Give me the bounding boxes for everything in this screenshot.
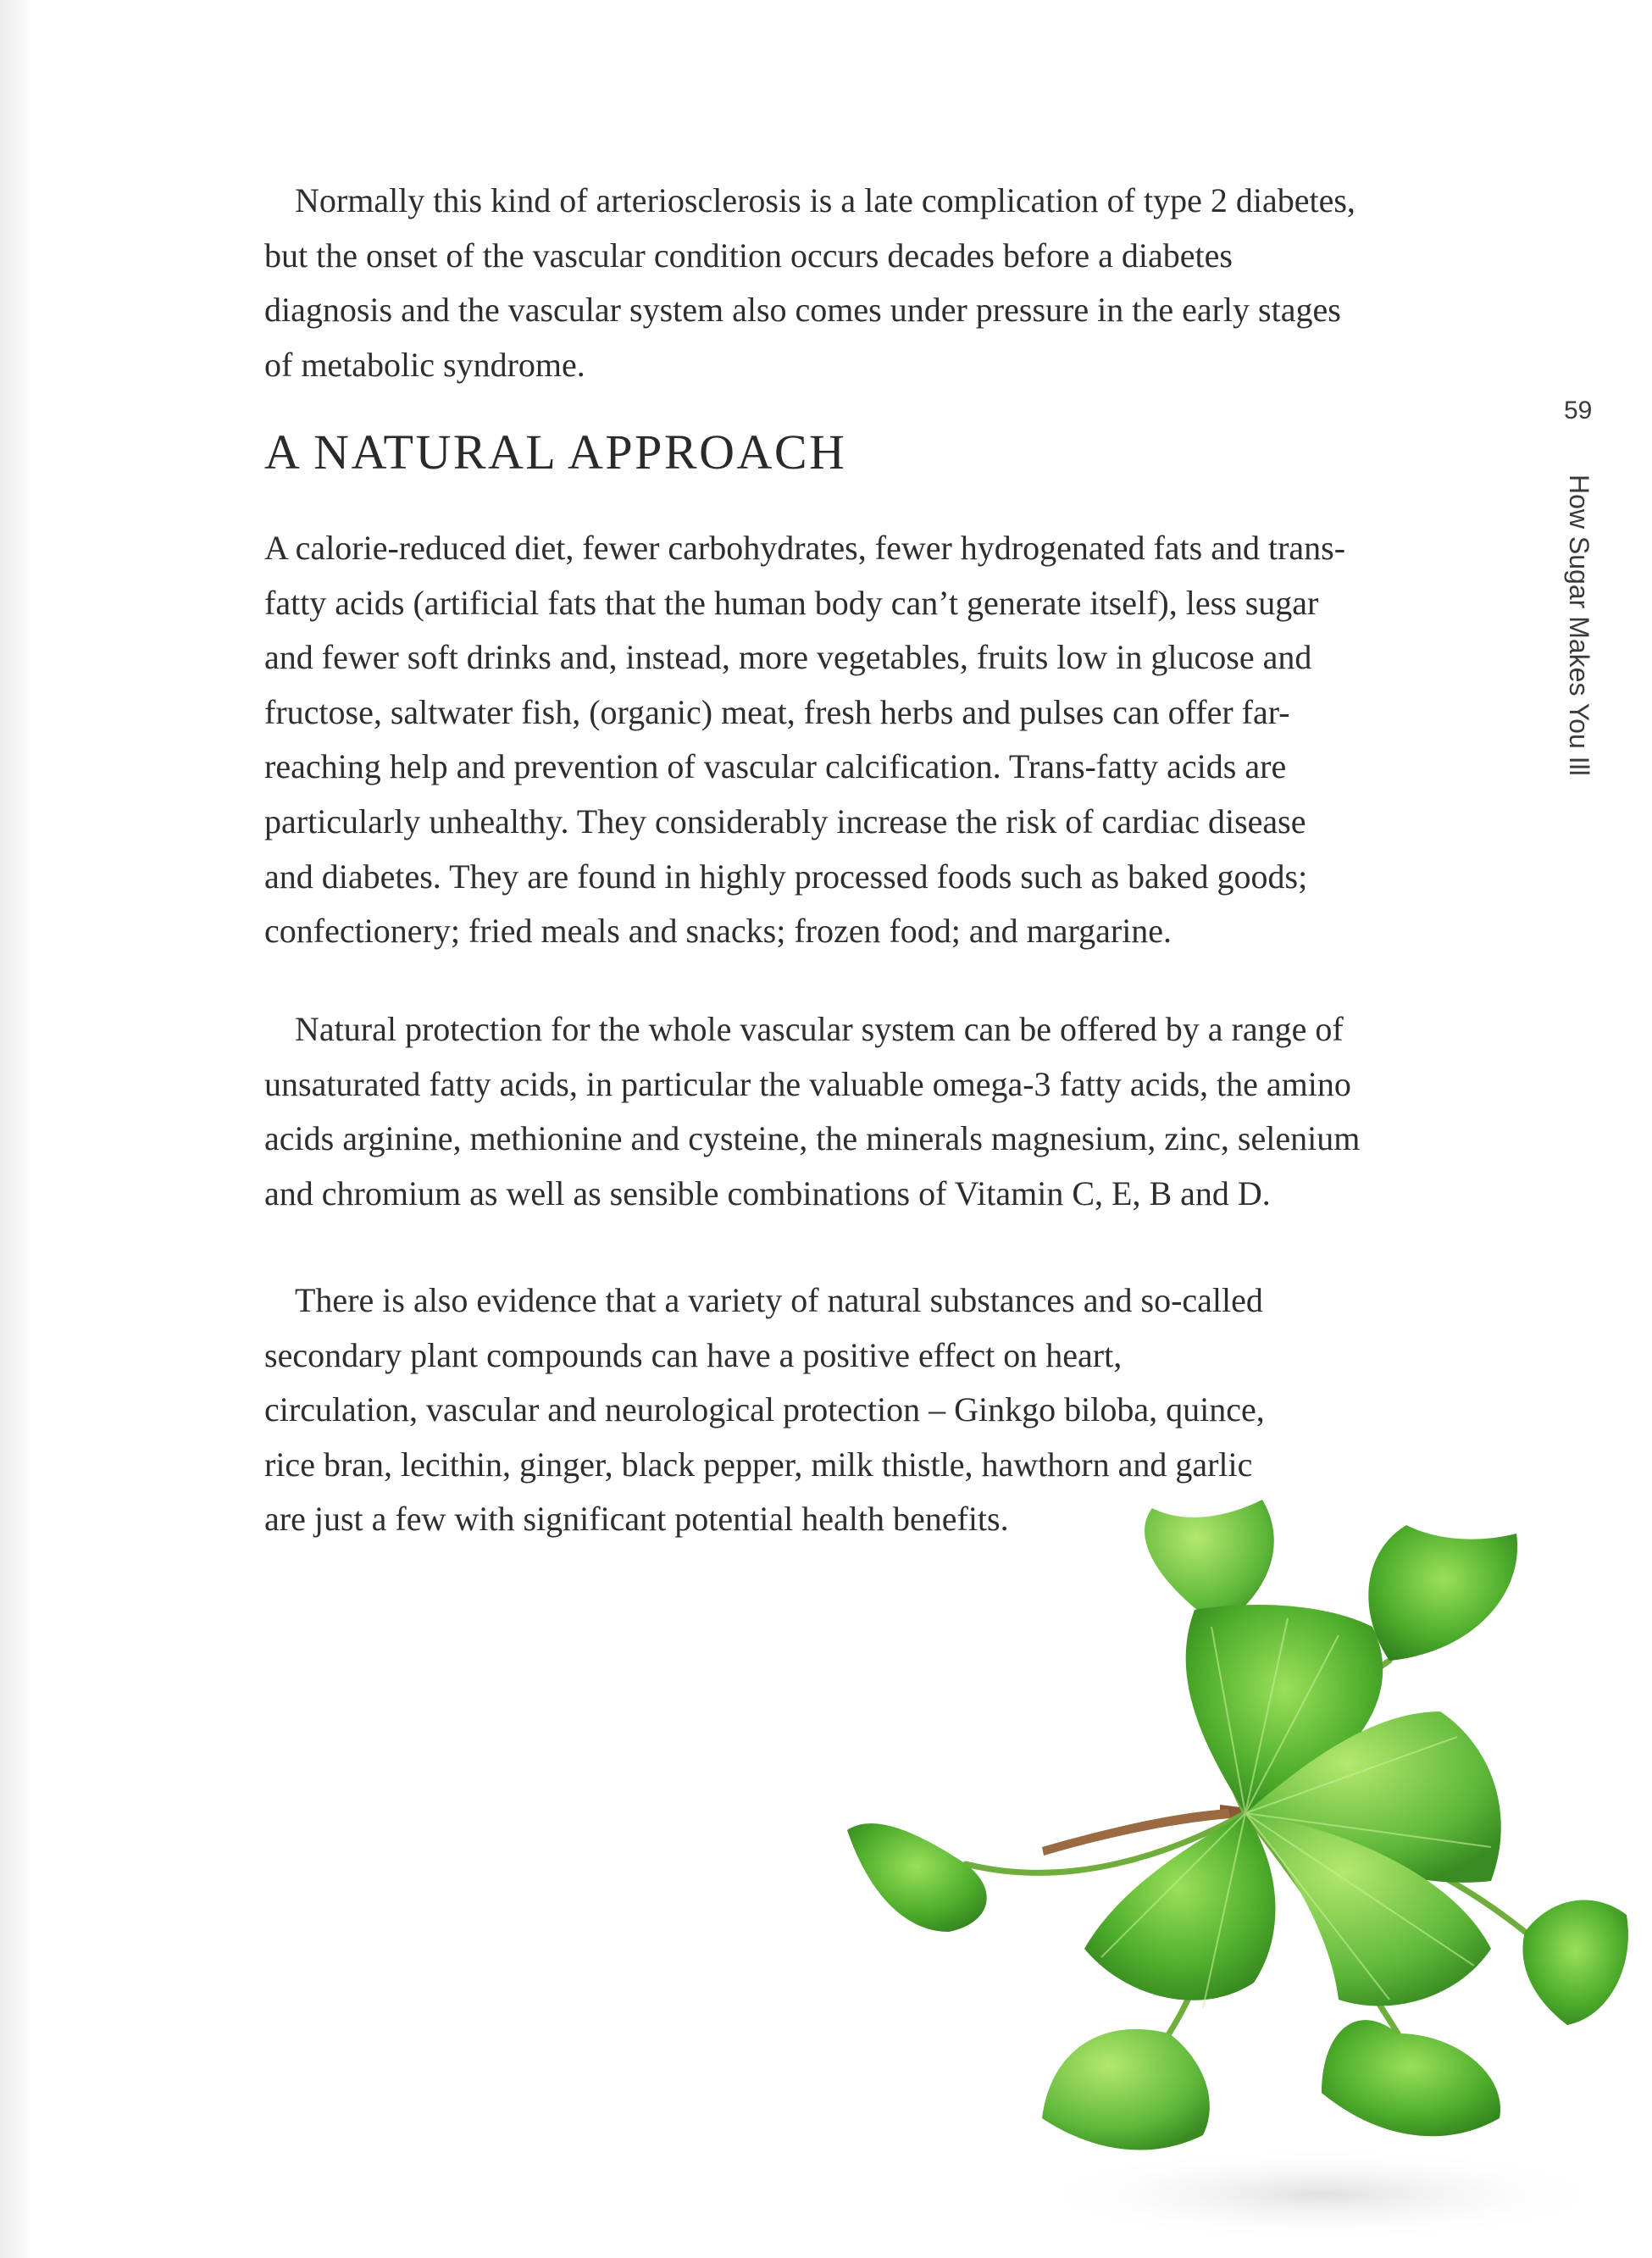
ginkgo-leaf-illustration bbox=[847, 1491, 1652, 2258]
ginkgo-leaf bbox=[1368, 1525, 1517, 1661]
page-edge-shadow bbox=[0, 0, 34, 2258]
body-paragraph-3: There is also evidence that a variety of natural substances and so-called secondary plant compounds can have a positive effect on heart, circulation, vascular and neurological protection – Ginkgo biloba, quince, rice bran, lecithin, ginger, black pepper, milk thistle, hawthorn and garlic are just a few with significant potential health benefits. bbox=[264, 1281, 1265, 1539]
ginkgo-leaf bbox=[1522, 1900, 1627, 2025]
section-heading: A NATURAL APPROACH bbox=[264, 424, 847, 480]
intro-paragraph: Normally this kind of arteriosclerosis is a late complication of type 2 diabetes, but the onset of the vascular condition occurs decades before a diabetes diagnosis and the vascular system also comes under pressure in the early stages of metabolic syndrome. bbox=[264, 181, 1355, 384]
ginkgo-leaf bbox=[847, 1823, 987, 1932]
body-paragraph-2: Natural protection for the whole vascular system can be offered by a range of unsaturated fatty acids, in particular the valuable omega-3 fatty acids, the amino acids arginine, methionine and cysteine, the minerals magnesium, zinc, selenium and chromium as well as sensible combinations of Vitamin C, E, B and D. bbox=[264, 1010, 1361, 1212]
running-title: How Sugar Makes You Ill bbox=[1564, 474, 1594, 776]
body-paragraph-1: A calorie-reduced diet, fewer carbohydrates, fewer hydrogenated fats and trans-fatty acids (artificial fats that the human body can’t generate itself), less sugar and fewer soft drinks and, instead, more vegetables, fruits low in glucose and fructose, saltwater fish, (organic) meat, fresh herbs and pulses can offer far-reaching help and prevention of vascular calcification. Trans-fatty acids are particularly unhealthy. They considerably increase the risk of cardiac disease and diabetes. They are found in highly processed foods such as baked goods; confectionery; fried meals and snacks; frozen food; and margarine. bbox=[264, 529, 1346, 951]
ginkgo-leaf bbox=[1042, 2029, 1210, 2150]
leaf-shadow bbox=[1034, 2148, 1610, 2241]
page-number: 59 bbox=[1564, 397, 1593, 424]
ginkgo-leaf bbox=[1322, 2020, 1500, 2136]
